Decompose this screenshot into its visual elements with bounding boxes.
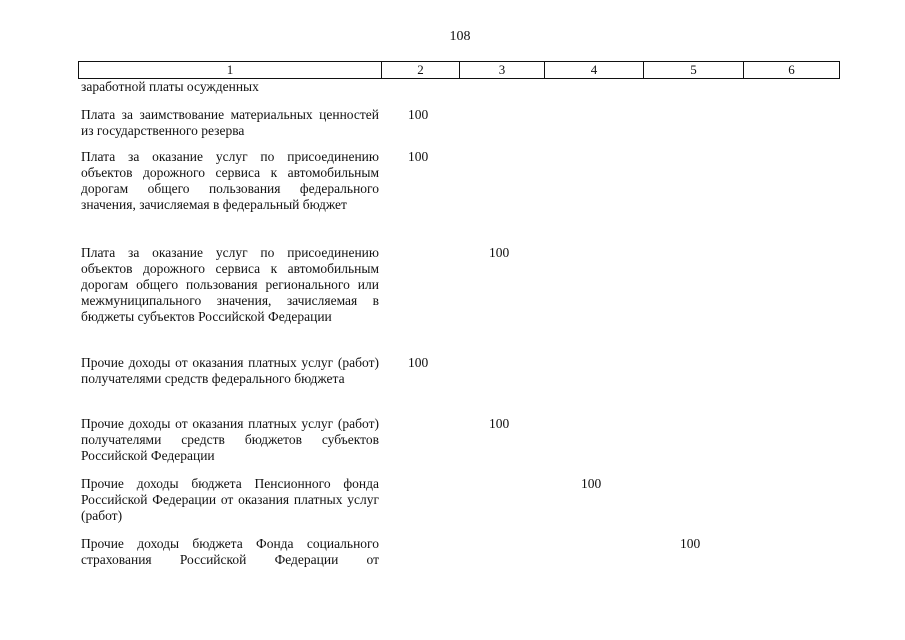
row-description: Прочие доходы бюджета Пенсионного фонда Российской Федерации от оказания платных услуг (работ) bbox=[81, 476, 379, 523]
column-header-3: 3 bbox=[459, 62, 544, 78]
column-header-5: 5 bbox=[643, 62, 743, 78]
column-header-4: 4 bbox=[544, 62, 643, 78]
row-value: 100 bbox=[581, 476, 602, 491]
column-header-row bbox=[78, 61, 840, 79]
row-description: Плата за оказание услуг по присоединению объектов дорожного сервиса к автомобильным дорогам общего пользования федерального значения, зачисляемая в федеральный бюджет bbox=[81, 149, 379, 212]
row-value: 100 bbox=[489, 416, 510, 431]
row-description: Прочие доходы от оказания платных услуг (работ) получателями средств бюджетов субъектов Российской Федерации bbox=[81, 416, 379, 463]
row-value: 100 bbox=[680, 536, 701, 551]
row-description: Прочие доходы бюджета Фонда социального страхования Российской Федерации от bbox=[81, 536, 379, 567]
row-description: Плата за оказание услуг по присоединению объектов дорожного сервиса к автомобильным дорогам общего пользования регионального или межмуниципального значения, зачисляемая в бюджеты субъектов Российской Федерации bbox=[81, 245, 379, 324]
row-value: 100 bbox=[489, 245, 510, 260]
column-header-1: 1 bbox=[226, 62, 234, 77]
row-description: Прочие доходы от оказания платных услуг (работ) получателями средств федерального бюджета bbox=[81, 355, 379, 386]
page-number: 108 bbox=[449, 29, 471, 44]
row-value: 100 bbox=[408, 355, 429, 370]
row-value: 100 bbox=[408, 107, 429, 122]
column-header-6: 6 bbox=[743, 62, 839, 78]
row-description: Плата за заимствование материальных ценностей из государственного резерва bbox=[81, 107, 379, 138]
row-value: 100 bbox=[408, 149, 429, 164]
column-header-2: 2 bbox=[381, 62, 459, 78]
continued-row-text: заработной платы осужденных bbox=[81, 79, 259, 94]
